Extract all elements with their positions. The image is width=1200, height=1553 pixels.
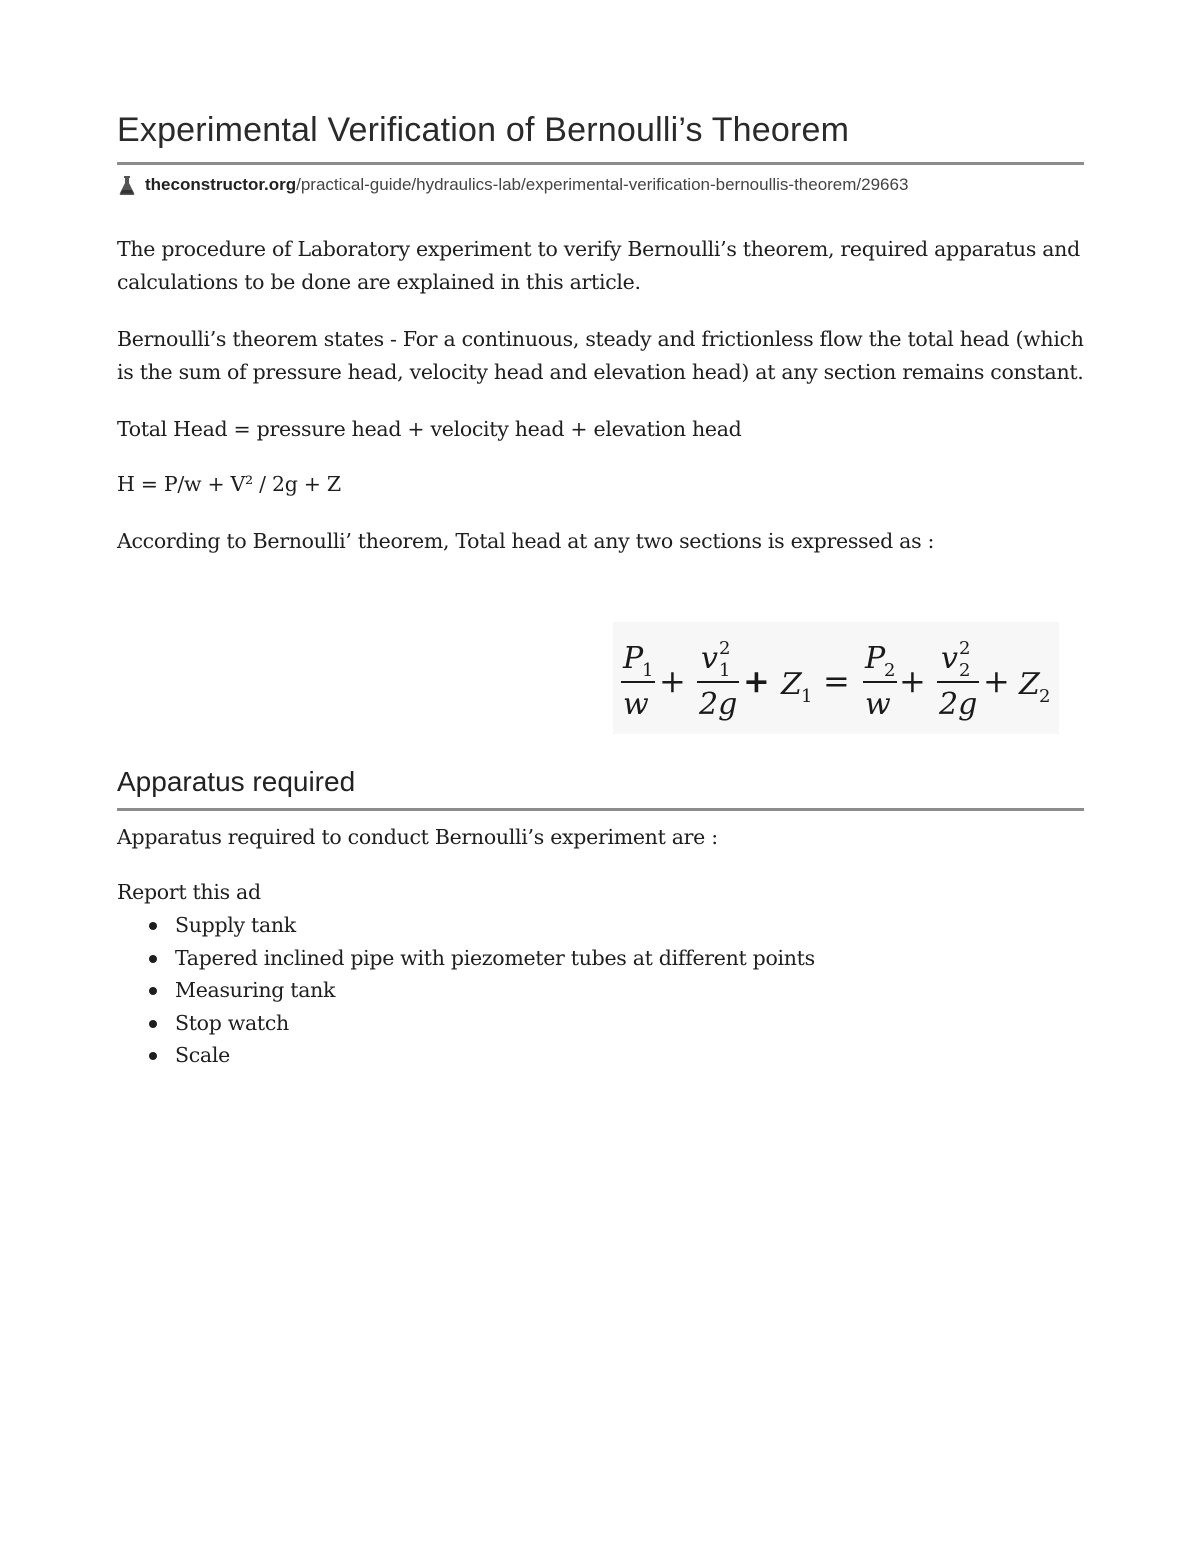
apparatus-divider <box>117 808 1084 811</box>
list-item: Measuring tank <box>117 974 1084 1007</box>
formula-v2-sub: 2 <box>959 660 971 681</box>
formula-2g-1: 2g <box>699 687 738 722</box>
formula-plus-4: + <box>983 662 1010 700</box>
formula-w2: w <box>865 687 891 722</box>
article-title: Experimental Verification of Bernoulli’s Theorem <box>117 111 850 149</box>
article <box>117 108 1084 1072</box>
list-item: Tapered inclined pipe with piezometer tubes at different points <box>117 942 1084 975</box>
title-divider <box>117 162 1084 165</box>
apparatus-heading: Apparatus required <box>117 766 356 797</box>
formula-p1-sub: 1 <box>642 660 654 681</box>
list-item: Supply tank <box>117 909 1084 942</box>
report-ad-link[interactable]: Report this ad <box>117 880 261 904</box>
equation-line: H = P/w + V² / 2g + Z <box>117 472 341 496</box>
formula-v1: v <box>701 641 718 676</box>
total-head-line: Total Head = pressure head + velocity head + elevation head <box>117 417 742 441</box>
formula-plus-1: + <box>659 662 686 700</box>
intro-paragraph: The procedure of Laboratory experiment to verify Bernoulli’s theorem, required apparatus and calculations to be done are explained in this article. <box>117 237 1080 294</box>
formula-v1-sup: 2 <box>719 638 731 659</box>
formula-p2-sub: 2 <box>884 660 896 681</box>
formula-p2: P <box>865 641 886 676</box>
bernoulli-formula-image <box>613 622 1059 734</box>
apparatus-intro: Apparatus required to conduct Bernoulli’s experiment are : <box>117 825 718 849</box>
formula-v2: v <box>941 641 958 676</box>
formula-2g-2: 2g <box>939 687 978 722</box>
source-path[interactable]: /practical-guide/hydraulics-lab/experimental-verification-bernoullis-theorem/29663 <box>296 175 909 194</box>
apparatus-list <box>117 909 1084 1072</box>
formula-v2-sup: 2 <box>959 638 971 659</box>
statement-paragraph: Bernoulli’s theorem states - For a continuous, steady and frictionless flow the total head (which is the sum of pressure head, velocity head and elevation head) at any section remains constant. <box>117 327 1084 384</box>
according-paragraph: According to Bernoulli’ theorem, Total head at any two sections is expressed as : <box>117 529 935 553</box>
bernoulli-formula <box>613 622 1059 734</box>
formula-plus-2: + <box>743 662 770 700</box>
formula-p1: P <box>623 641 644 676</box>
flask-icon <box>117 174 137 196</box>
formula-v1-sub: 1 <box>719 660 731 681</box>
formula-container <box>117 614 1084 736</box>
source-domain[interactable]: theconstructor.org <box>145 175 297 194</box>
formula-z1: Z <box>781 667 802 702</box>
list-item: Stop watch <box>117 1007 1084 1040</box>
formula-z2: Z <box>1019 667 1040 702</box>
formula-w1: w <box>623 687 649 722</box>
list-item: Scale <box>117 1039 1084 1072</box>
formula-z2-sub: 2 <box>1039 686 1051 707</box>
formula-plus-3: + <box>899 662 926 700</box>
formula-equals: = <box>823 662 850 700</box>
formula-z1-sub: 1 <box>801 686 813 707</box>
source-link[interactable] <box>117 173 1084 197</box>
